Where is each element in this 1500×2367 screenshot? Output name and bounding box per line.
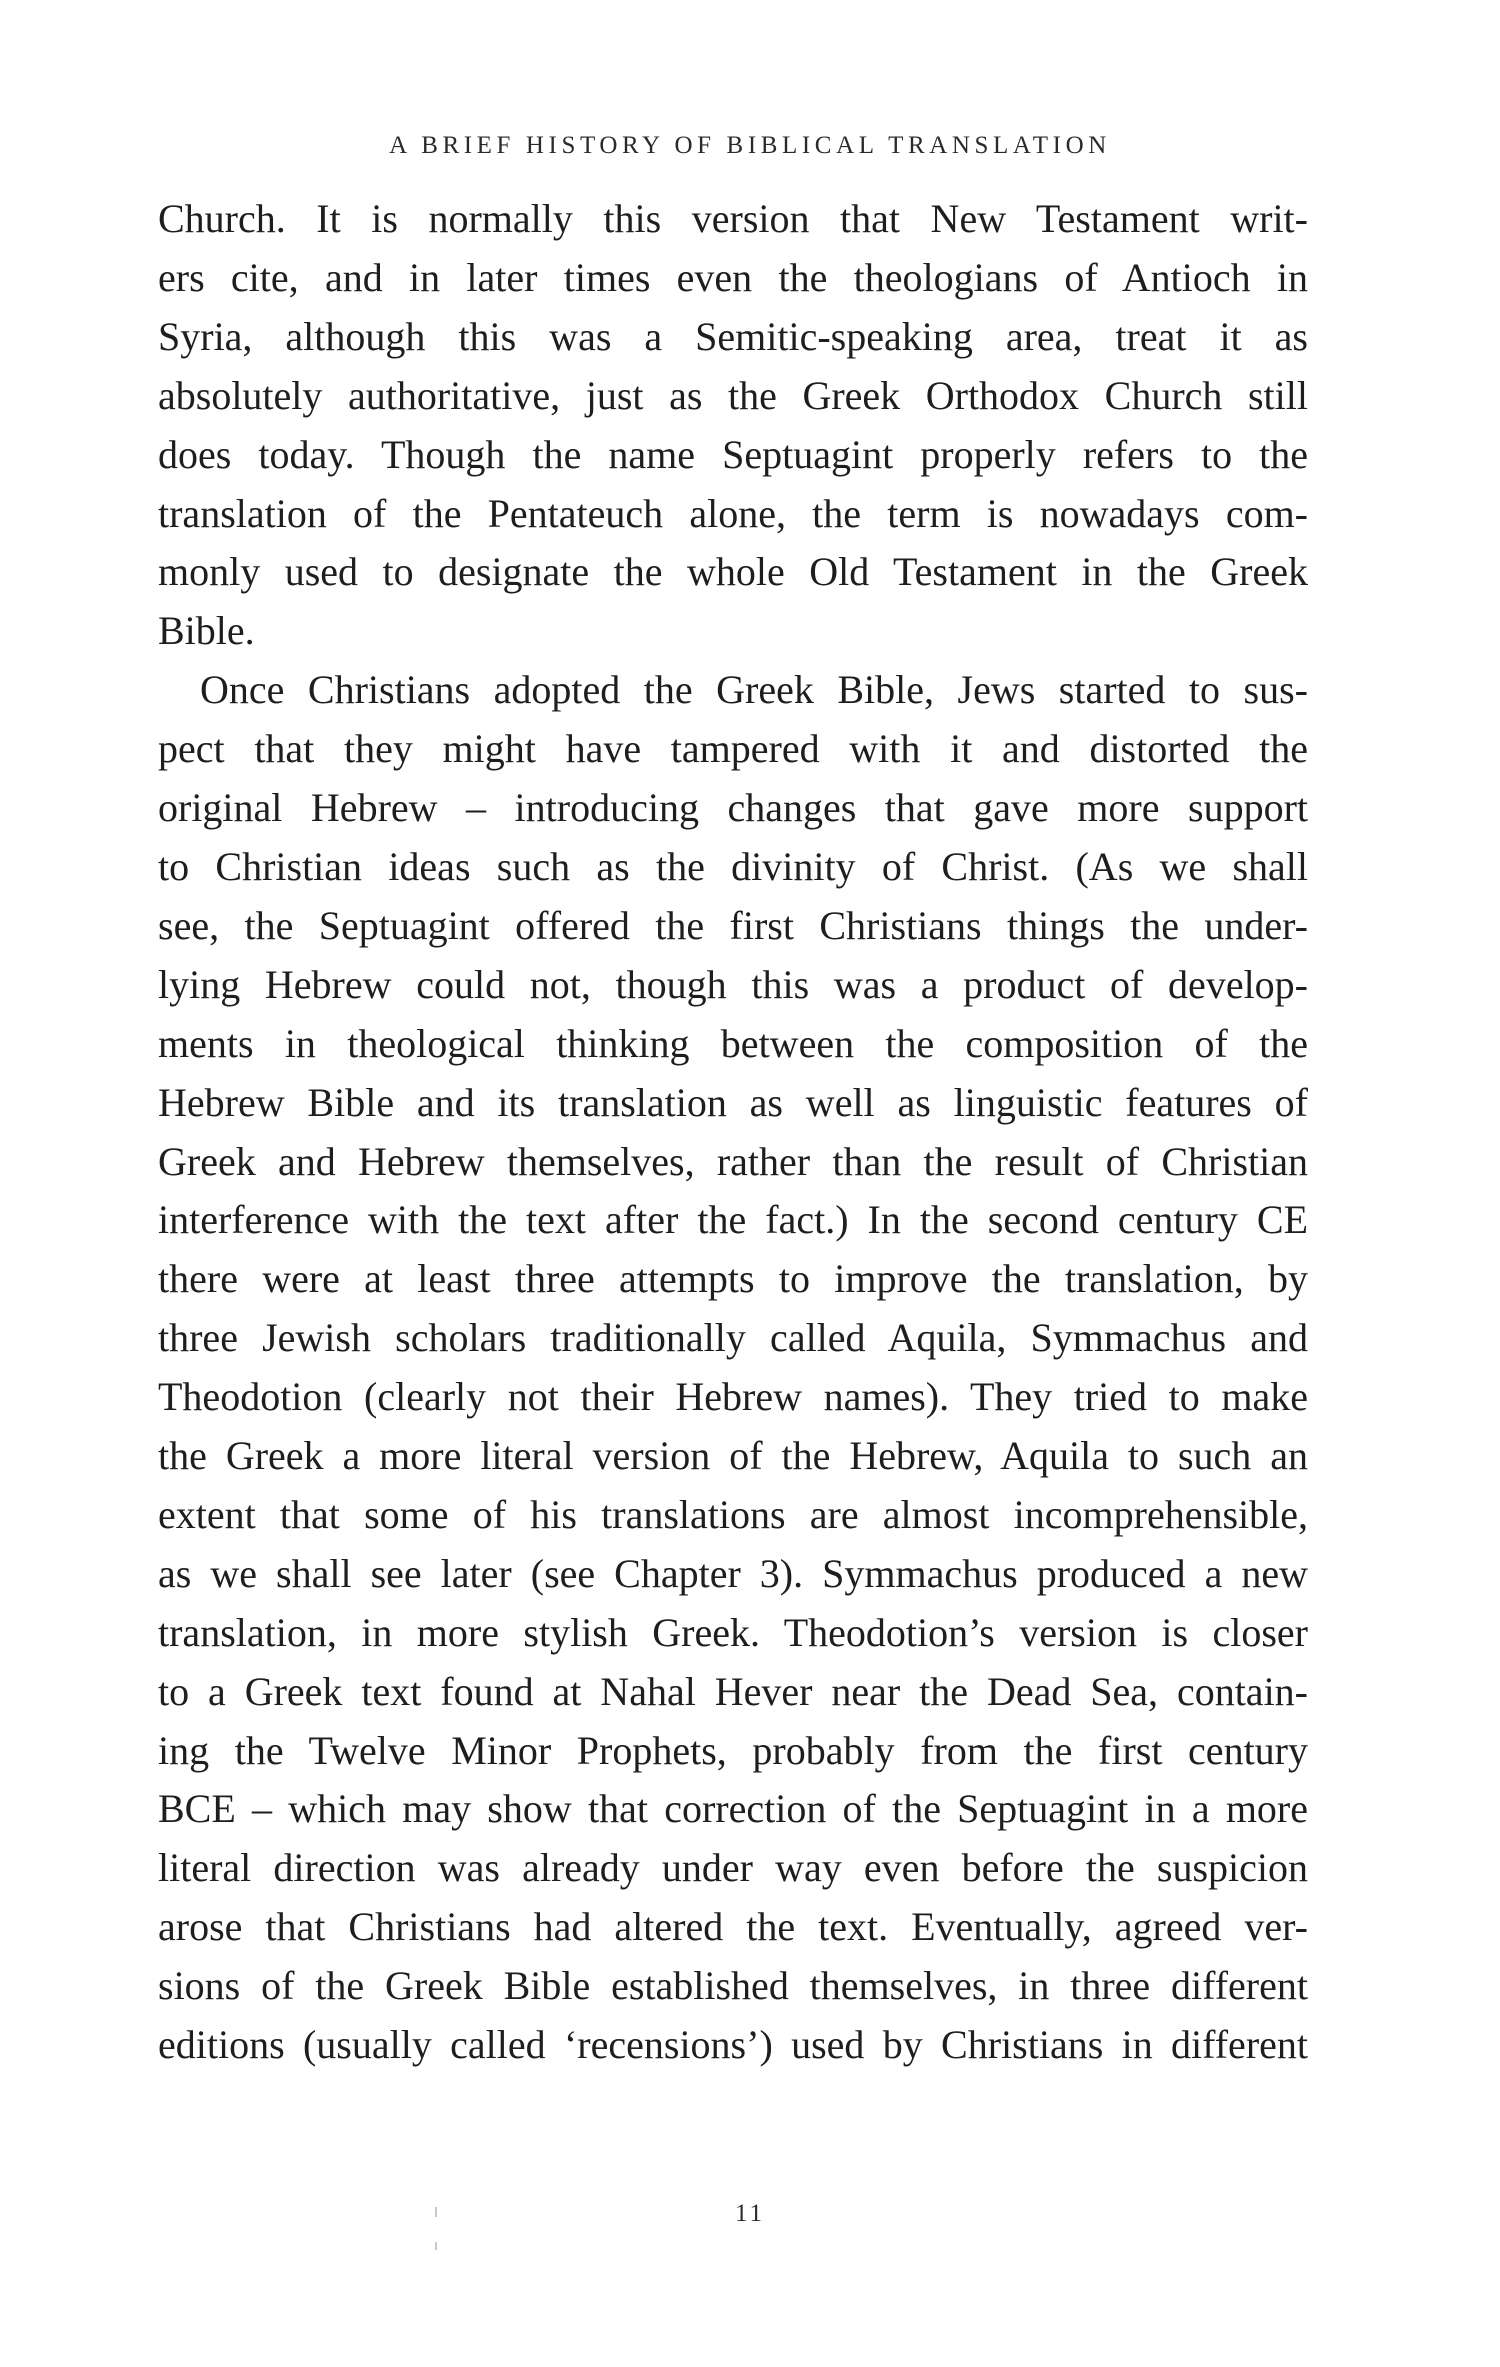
text-line: three Jewish scholars traditionally called Aquila, Symmachus and (158, 1315, 1308, 1361)
text-line: pect that they might have tampered with it and distorted the (158, 726, 1308, 772)
text-line: to a Greek text found at Nahal Hever near the Dead Sea, contain- (158, 1668, 1308, 1714)
text-line: Syria, although this was a Semitic-speaking area, treat it as (158, 313, 1308, 359)
scan-speck (435, 2207, 437, 2217)
text-line: lying Hebrew could not, though this was a product of develop- (158, 961, 1308, 1007)
text-line: original Hebrew – introducing changes that gave more support (158, 785, 1308, 831)
text-line: extent that some of his translations are almost incomprehensible, (158, 1491, 1308, 1537)
text-line: Hebrew Bible and its translation as well as linguistic features of (158, 1079, 1308, 1125)
text-line: ing the Twelve Minor Prophets, probably from the first century (158, 1727, 1308, 1773)
text-line: monly used to designate the whole Old Testament in the Greek (158, 549, 1308, 595)
text-line: there were at least three attempts to improve the translation, by (158, 1256, 1308, 1302)
page-number: 11 (734, 2200, 766, 2227)
text-line: literal direction was already under way even before the suspicion (158, 1845, 1308, 1891)
paragraph-2 (158, 661, 1308, 2075)
text-line: translation of the Pentateuch alone, the term is nowadays com- (158, 490, 1308, 536)
text-line: the Greek a more literal version of the Hebrew, Aquila to such an (158, 1433, 1308, 1479)
text-line: ments in theological thinking between the composition of the (158, 1020, 1308, 1066)
text-line: sions of the Greek Bible established themselves, in three different (158, 1963, 1308, 2009)
text-line: to Christian ideas such as the divinity of Christ. (As we shall (158, 843, 1308, 889)
text-line: see, the Septuagint offered the first Christians things the under- (158, 902, 1308, 948)
text-line: Bible. (158, 608, 255, 654)
text-line: arose that Christians had altered the text. Eventually, agreed ver- (158, 1904, 1308, 1950)
text-line: Theodotion (clearly not their Hebrew names). They tried to make (158, 1374, 1308, 1420)
text-line: as we shall see later (see Chapter 3). Symmachus produced a new (158, 1550, 1308, 1596)
text-line: does today. Though the name Septuagint properly refers to the (158, 431, 1308, 477)
text-line: Once Christians adopted the Greek Bible, Jews started to sus- (200, 667, 1308, 713)
text-line: ers cite, and in later times even the theologians of Antioch in (158, 254, 1308, 300)
text-line: interference with the text after the fact.) In the second century CE (158, 1197, 1308, 1243)
running-head: A BRIEF HISTORY OF BIBLICAL TRANSLATION (389, 132, 1111, 159)
text-line: Greek and Hebrew themselves, rather than the result of Christian (158, 1138, 1308, 1184)
scan-speck (435, 2242, 437, 2250)
text-line: translation, in more stylish Greek. Theodotion’s version is closer (158, 1609, 1308, 1655)
text-line: Church. It is normally this version that New Testament writ- (158, 196, 1308, 241)
text-line: editions (usually called ‘recensions’) used by Christians in different (158, 2022, 1308, 2068)
body-text (158, 190, 1308, 2075)
paragraph-1 (158, 190, 1308, 661)
text-line: absolutely authoritative, just as the Greek Orthodox Church still (158, 372, 1308, 418)
text-line: BCE – which may show that correction of the Septuagint in a more (158, 1786, 1308, 1832)
